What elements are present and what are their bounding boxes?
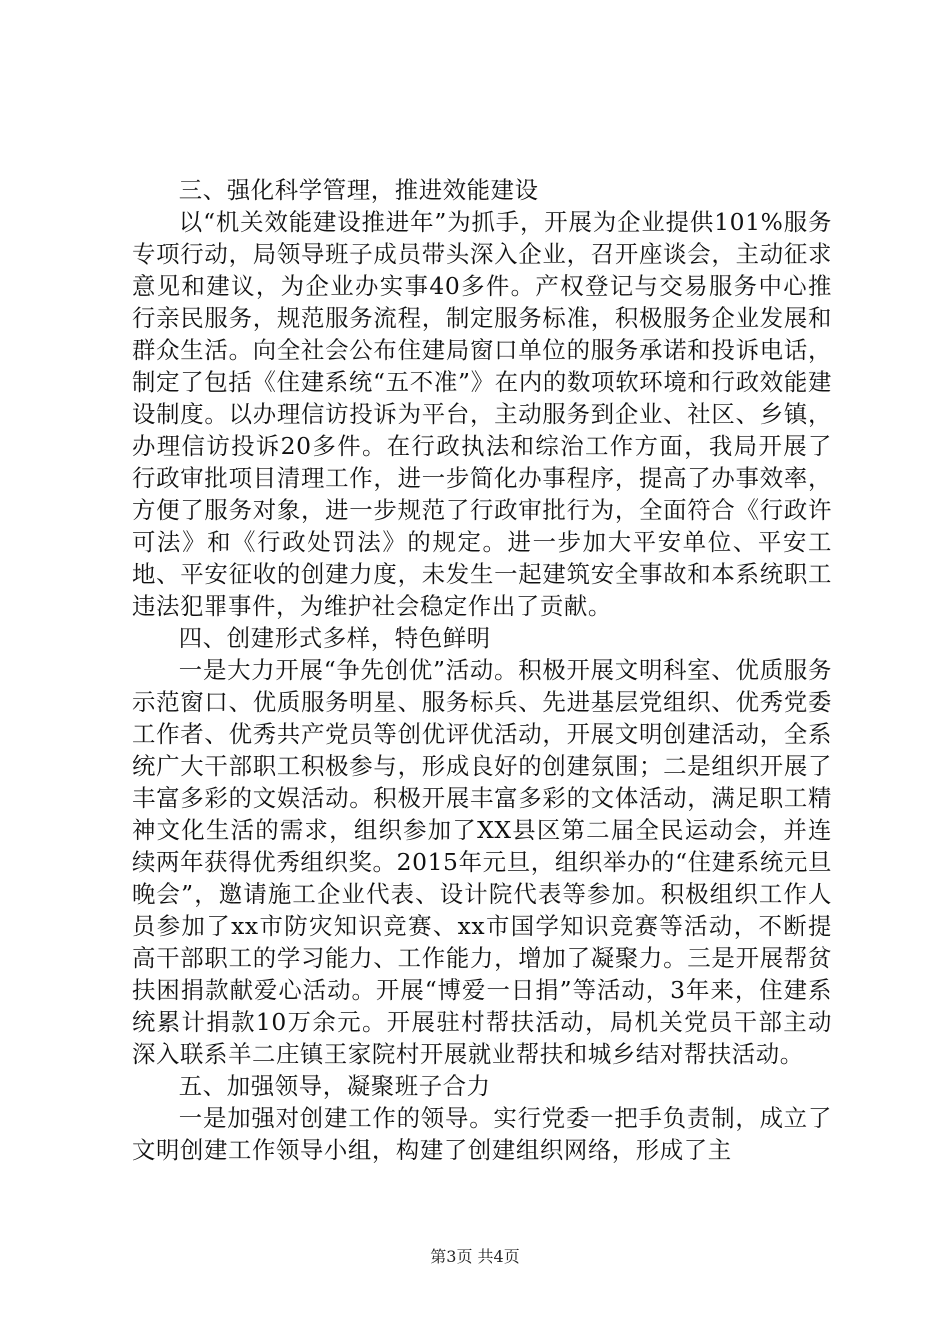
section-heading: 五、加强领导，凝聚班子合力 (178, 1072, 491, 1100)
body-paragraph: 一是加强对创建工作的领导。实行党委一把手负责制，成立了文明创建工作领导小组，构建了创建组织网络，形成了主 (132, 1104, 832, 1164)
body-paragraph: 一是大力开展“争先创优”活动。积极开展文明科室、优质服务示范窗口、优质服务明星、服务标兵、先进基层党组织、优秀党委工作者、优秀共产党员等创优评优活动，开展文明创建活动，全系统广大干部职工积极参与，形成良好的创建氛围；二是组织开展了丰富多彩的文娱活动。积极开展丰富多彩的文体活动，满足职工精神文化生活的需求，组织参加了XX县区第二届全民运动会，并连续两年获得优秀组织奖。2015年元旦，组织举办的“住建系统元旦晚会”，邀请施工企业代表、设计院代表等参加。积极组织工作人员参加了xx市防灾知识竞赛、xx市国学知识竞赛等活动，不断提高干部职工的学习能力、工作能力，增加了凝聚力。三是开展帮贫扶困捐款献爱心活动。开展“博爱一日捐”等活动，3年来，住建系统累计捐款10万余元。开展驻村帮扶活动，局机关党员干部主动深入联系羊二庄镇王家院村开展就业帮扶和城乡结对帮扶活动。 (132, 656, 832, 1068)
page-number-footer: 第3页 共4页 (430, 1247, 520, 1266)
section-heading: 四、创建形式多样，特色鲜明 (178, 624, 491, 652)
body-paragraph: 以“机关效能建设推进年”为抓手，开展为企业提供101%服务专项行动，局领导班子成员带头深入企业，召开座谈会，主动征求意见和建议，为企业办实事40多件。产权登记与交易服务中心推行亲民服务，规范服务流程，制定服务标准，积极服务企业发展和群众生活。向全社会公布住建局窗口单位的服务承诺和投诉电话，制定了包括《住建系统“五不准”》在内的数项软环境和行政效能建设制度。以办理信访投诉为平台，主动服务到企业、社区、乡镇，办理信访投诉20多件。在行政执法和综治工作方面，我局开展了行政审批项目清理工作，进一步简化办事程序，提高了办事效率，方便了服务对象，进一步规范了行政审批行为，全面符合《行政许可法》和《行政处罚法》的规定。进一步加大平安单位、平安工地、平安征收的创建力度，未发生一起建筑安全事故和本系统职工违法犯罪事件，为维护社会稳定作出了贡献。 (132, 208, 832, 620)
document-body (132, 174, 832, 1166)
section-heading: 三、强化科学管理，推进效能建设 (178, 176, 539, 204)
